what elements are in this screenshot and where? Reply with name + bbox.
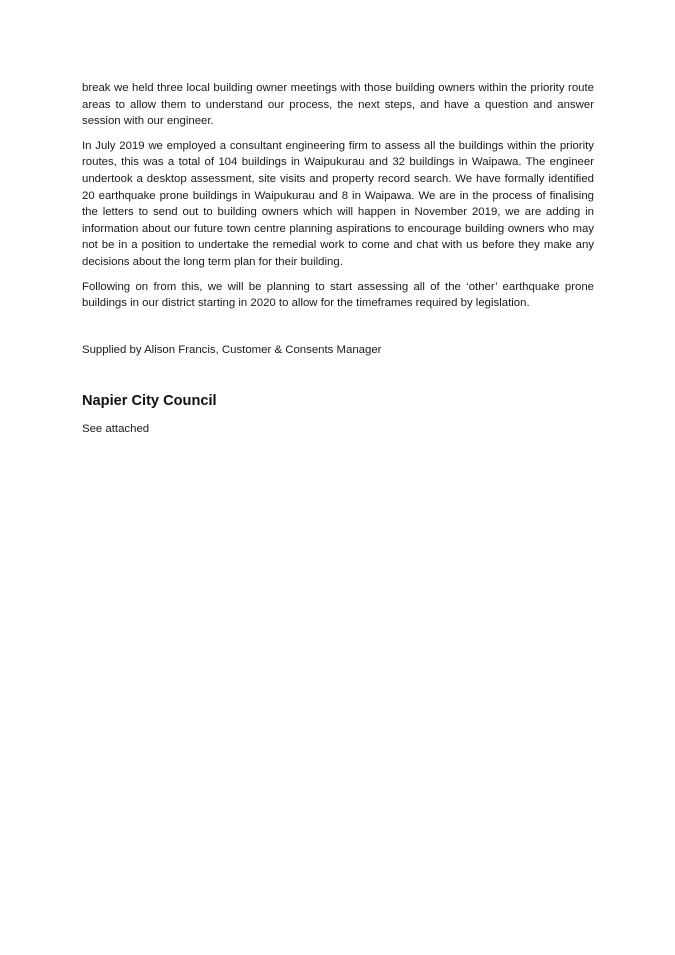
paragraph-assessment: In July 2019 we employed a consultant engineering firm to assess all the buildings within the priority routes, this was a total of 104 buildings in Waipukurau and 32 buildings in Waipawa. The engineer undertook a desktop assessment, site visits and property record search. We have formally identified 20 earthquake prone buildings in Waipukurau and 8 in Waipawa. We are in the process of finalising the letters to send out to building owners which will happen in November 2019, we are adding in information about our future town centre planning aspirations to encourage building owners who may not be in a position to undertake the remedial work to come and chat with us before they make any decisions about the long term plan for their building. — [82, 139, 594, 268]
document-page — [82, 80, 594, 438]
section-body-napier: See attached — [82, 423, 150, 436]
paragraph-meetings: break we held three local building owner meetings with those building owners within the priority route areas to allow them to understand our process, the next steps, and have a question and answer session with our engineer. — [82, 82, 594, 128]
supplied-by-note: Supplied by Alison Francis, Customer & Consents Manager — [82, 343, 382, 356]
paragraph-next-steps: Following on from this, we will be planning to start assessing all of the ‘other’ earthquake prone buildings in our district starting in 2020 to allow for the timeframes required by legislation. — [82, 280, 594, 310]
section-heading-napier: Napier City Council — [82, 393, 217, 410]
